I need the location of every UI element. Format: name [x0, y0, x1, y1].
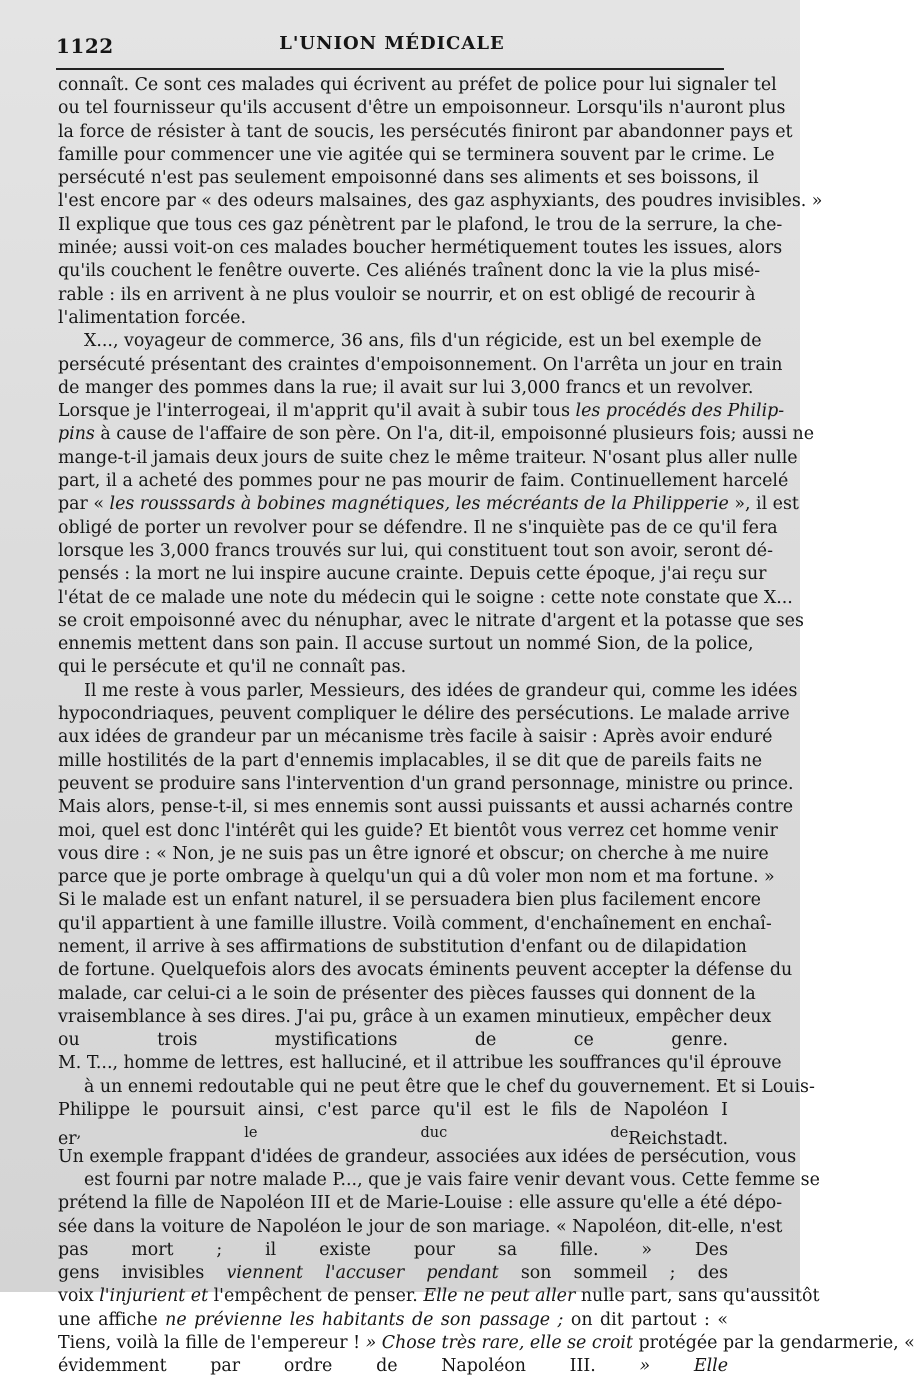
text-line: à un ennemi redoutable qui ne peut être que le chef du gouvernement. Et si Louis- [84, 1076, 815, 1097]
text-line: aux idées de grandeur par un mécanisme très facile à saisir : Après avoir enduré [58, 727, 773, 748]
text-line: persécuté présentant des craintes d'empoisonnement. On l'arrêta un jour en train [58, 354, 783, 375]
text-line: obligé de porter un revolver pour se défendre. Il ne s'inquiète pas de ce qu'il fera [58, 517, 778, 538]
text-line: ennemis mettent dans son pain. Il accuse surtout un nommé Sion, de la police, [58, 634, 754, 655]
text-line: X..., voyageur de commerce, 36 ans, fils d'un régicide, est un bel exemple de [84, 331, 762, 352]
text-line: M. T..., homme de lettres, est halluciné, et il attribue les souffrances qu'il éprouve [58, 1053, 782, 1074]
text-line: l'état de ce malade une note du médecin qui le soigne : cette note constate que X... [58, 587, 793, 608]
text-line: ou tel fournisseur qu'ils accusent d'être un empoisonneur. Lorsqu'ils n'auront plus [58, 98, 786, 119]
text-line: se croit empoisonné avec du nénuphar, avec le nitrate d'argent et la potasse que ses [58, 610, 804, 631]
text-line: Philippe le poursuit ainsi, c'est parce qu'il est le fils de Napoléon I [58, 1100, 728, 1121]
text-line: vous dire : « Non, je ne suis pas un être ignoré et obscur; on cherche à me nuire [58, 843, 769, 864]
text-line: l'alimentation forcée. [58, 307, 246, 328]
text-line: sée dans la voiture de Napoléon le jour de son mariage. « Napoléon, dit-elle, n'est [58, 1216, 783, 1237]
text-line: évidemment par ordre de Napoléon III. » Elle [58, 1356, 729, 1377]
text-line: pins à cause de l'affaire de son père. On l'a, dit-il, empoisonné plusieurs fois; aussi ne [58, 424, 815, 445]
text-line: famille pour commencer une vie agitée qui se terminera souvent par le crime. Le [58, 144, 775, 165]
text-line: lorsque les 3,000 francs trouvés sur lui, qui constituent tout son avoir, seront dé- [58, 540, 773, 561]
text-line: moi, quel est donc l'intérêt qui les guide? Et bientôt vous verrez cet homme venir [58, 820, 778, 841]
text-line: Lorsque je l'interrogeai, il m'apprit qu'il avait à subir tous les procédés des Philip- [58, 401, 785, 422]
text-line: voix l'injurient et l'empêchent de penser. Elle ne peut aller nulle part, sans qu'aussitôt [58, 1286, 820, 1307]
text-line: de manger des pommes dans la rue; il avait sur lui 3,000 francs et un revolver. [58, 377, 754, 398]
text-line: Un exemple frappant d'idées de grandeur, associées aux idées de persécution, vous [58, 1146, 797, 1167]
text-line: Tiens, voilà la fille de l'empereur ! » Chose très rare, elle se croit protégée par la gendarmerie, « [58, 1333, 915, 1354]
text-line: vraisemblance à ses dires. J'ai pu, grâce à un examen minutieux, empêcher deux [58, 1006, 772, 1027]
text-line: malade, car celui-ci a le soin de présenter des pièces fausses qui donnent de la [58, 983, 756, 1004]
text-line: Mais alors, pense-t-il, si mes ennemis sont aussi puissants et aussi acharnés contre [58, 797, 794, 818]
body-text [58, 74, 915, 1379]
text-line: nement, il arrive à ses affirmations de substitution d'enfant ou de dilapidation [58, 936, 747, 957]
text-line: prétend la fille de Napoléon III et de Marie-Louise : elle assure qu'elle a été dépo- [58, 1193, 783, 1214]
page-header [56, 28, 720, 62]
text-line: est fourni par notre malade P..., que je vais faire venir devant vous. Cette femme se [84, 1169, 820, 1190]
text-line: peuvent se produire sans l'intervention d'un grand personnage, ministre ou prince. [58, 773, 794, 794]
text-line: l'est encore par « des odeurs malsaines, des gaz asphyxiants, des poudres invisibles. » [58, 191, 823, 212]
text-line: qu'il appartient à une famille illustre. Voilà comment, d'enchaînement en enchaî- [58, 913, 772, 934]
text-line: qui le persécute et qu'il ne connaît pas. [58, 657, 407, 678]
text-line: parce que je porte ombrage à quelqu'un qui a dû voler mon nom et ma fortune. » [58, 867, 775, 888]
text-line: mille hostilités de la part d'ennemis implacables, il se dit que de pareils faits ne [58, 750, 763, 771]
text-line: hypocondriaques, peuvent compliquer le délire des persécutions. Le malade arrive [58, 704, 790, 725]
text-line: une affiche ne prévienne les habitants de son passage ; on dit partout : « [58, 1309, 728, 1330]
text-line: rable : ils en arrivent à ne plus vouloir se nourrir, et on est obligé de recourir à [58, 284, 756, 305]
text-line: persécuté n'est pas seulement empoisonné dans ses aliments et ses boissons, il [58, 168, 759, 189]
running-title: L'UNION MÉDICALE [279, 33, 505, 54]
text-line: mange-t-il jamais deux jours de suite chez le même traiteur. N'osant plus aller nulle [58, 447, 798, 468]
text-line: $er^{, le duc de}Reichstadt$. [58, 1125, 728, 1150]
text-line: pas mort ; il existe pour sa fille. » Des [58, 1239, 728, 1260]
text-line: qu'ils couchent le fenêtre ouverte. Ces aliénés traînent donc la vie la plus misé- [58, 261, 761, 282]
text-line: Il me reste à vous parler, Messieurs, des idées de grandeur qui, comme les idées [84, 680, 798, 701]
text-line: Si le malade est un enfant naturel, il se persuadera bien plus facilement encore [58, 890, 761, 911]
text-line: par « les rousssards à bobines magnétiques, les mécréants de la Philipperie », il est [58, 494, 799, 515]
text-line: connaît. Ce sont ces malades qui écrivent au préfet de police pour lui signaler tel [58, 75, 777, 95]
page-number: 1122 [56, 34, 114, 58]
text-line: la force de résister à tant de soucis, les persécutés finiront par abandonner pays et [58, 121, 793, 142]
text-line: ou trois mystifications de ce genre. [58, 1030, 728, 1051]
text-line: de fortune. Quelquefois alors des avocats éminents peuvent accepter la défense du [58, 960, 793, 981]
text-line: Il explique que tous ces gaz pénètrent par le plafond, le trou de la serrure, la che- [58, 214, 783, 235]
text-line: minée; aussi voit-on ces malades boucher hermétiquement toutes les issues, alors [58, 238, 783, 259]
text-line: part, il a acheté des pommes pour ne pas mourir de faim. Continuellement harcelé [58, 471, 789, 492]
header-rule [56, 68, 724, 70]
text-line: pensés : la mort ne lui inspire aucune crainte. Depuis cette époque, j'ai reçu sur [58, 564, 767, 585]
text-line: gens invisibles viennent l'accuser pendant son sommeil ; des [58, 1263, 728, 1284]
